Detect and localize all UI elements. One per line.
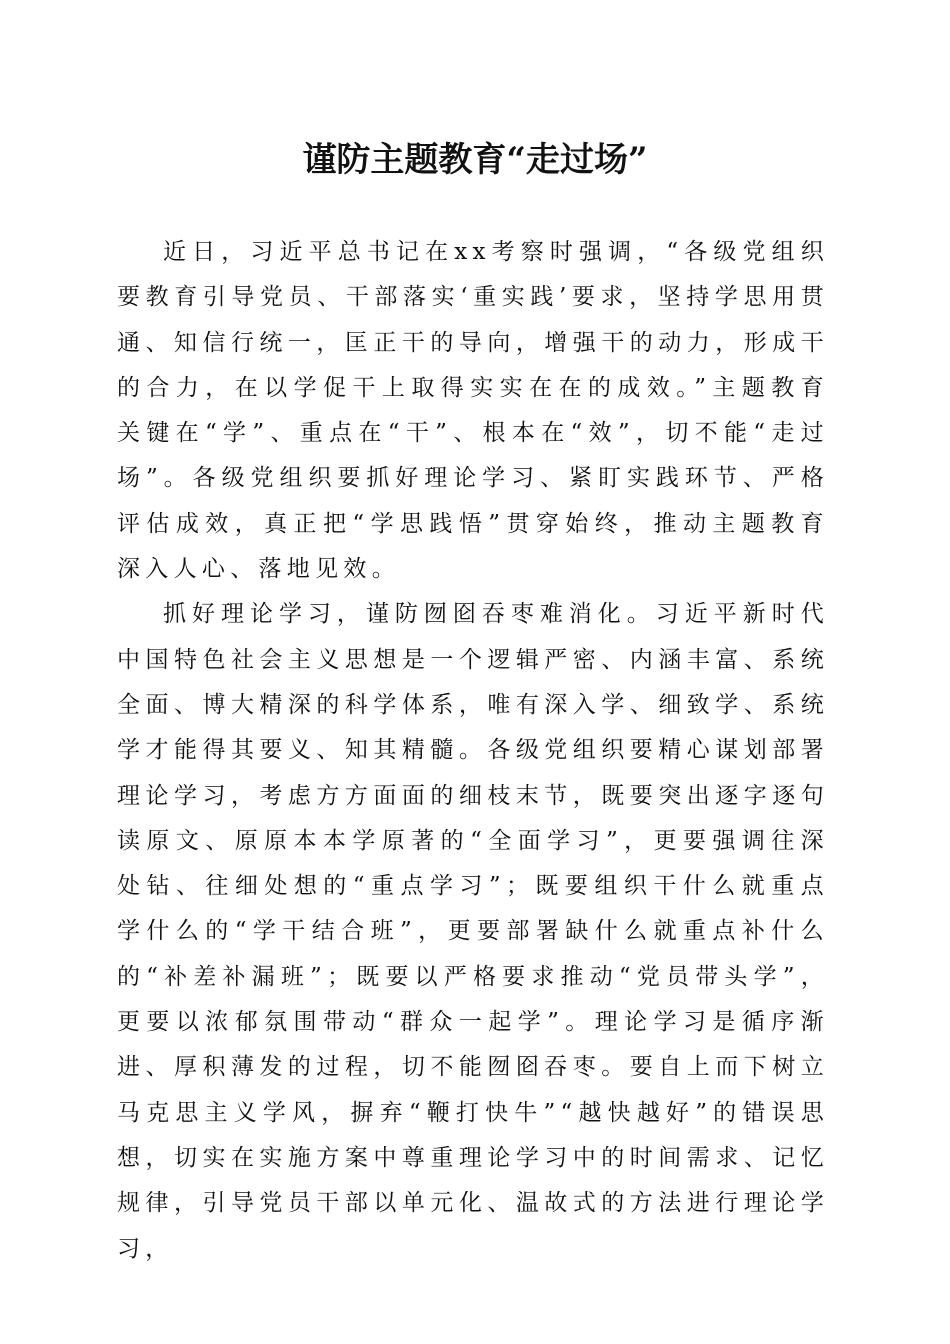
paragraph-theory-study: 抓好理论学习，谨防囫囵吞枣难消化。习近平新时代中国特色社会主义思想是一个逻辑严密、内涵丰富、系统全面、博大精深的科学体系，唯有深入学、细致学、系统学才能得其要义、知其精髓。各级党组织要精心谋划部署理论学习，考虑方方面面的细枝末节，既要突出逐字逐句读原文、原原本本学原著的“全面学习”，更要强调往深处钻、往细处想的“重点学习”；既要组织干什么就重点学什么的“学干结合班”，更要部署缺什么就重点补什么的“补差补漏班”；既要以严格要求推动“党员带头学”，更要以浓郁氛围带动“群众一起学”。理论学习是循序渐进、厚积薄发的过程，切不能囫囵吞枣。要自上而下树立马克思主义学风，摒弃“鞭打快牛”“越快越好”的错误思想，切实在实施方案中尊重理论学习中的时间需求、记忆规律，引导党员干部以单元化、温故式的方法进行理论学习， — [117, 601, 829, 1262]
document-body — [117, 230, 829, 1272]
paragraph-intro: 近日，习近平总书记在xx考察时强调，“各级党组织要教育引导党员、干部落实‘重实践’要求，坚持学思用贯通、知信行统一，匡正干的导向，增强干的动力，形成干的合力，在以学促干上取得实实在在的成效。”主题教育关键在“学”、重点在“干”、根本在“效”，切不能“走过场”。各级党组织要抓好理论学习、紧盯实践环节、严格评估成效，真正把“学思践悟”贯穿始终，推动主题教育深入人心、落地见效。 — [117, 239, 829, 583]
document-title: 谨防主题教育“走过场” — [302, 140, 648, 180]
